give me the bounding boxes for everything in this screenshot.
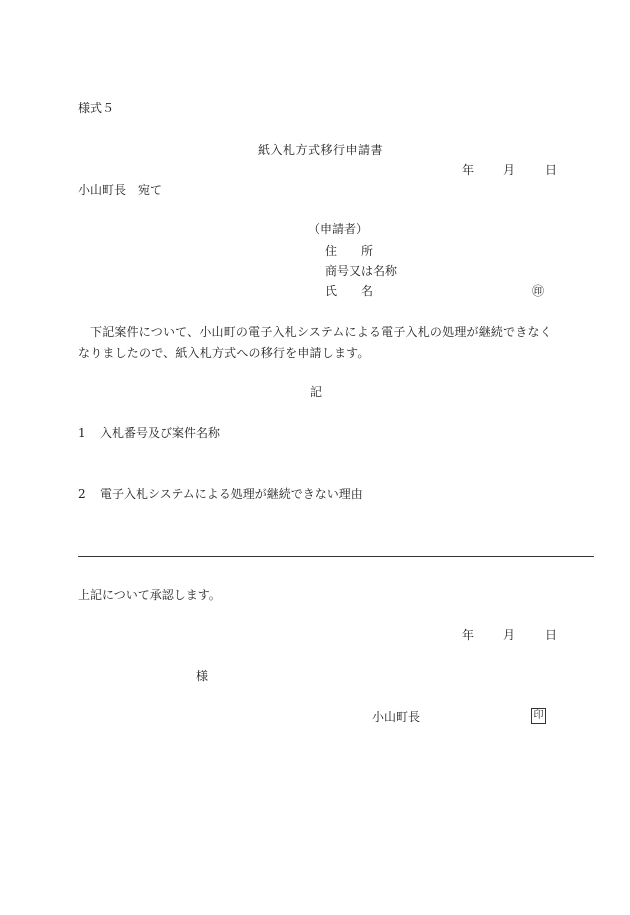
person-name-label: 氏 名 — [325, 284, 374, 298]
item-label: 入札番号及び案件名称 — [100, 426, 221, 440]
address-label: 住 所 — [325, 244, 374, 258]
seal-mark: ㊞ — [532, 284, 545, 298]
year-label: 年 — [462, 163, 475, 177]
day-label: 日 — [545, 163, 558, 177]
addressee: 小山町長 宛て — [78, 183, 163, 197]
company-name-label: 商号又は名称 — [325, 264, 398, 278]
year-label: 年 — [462, 628, 475, 642]
form-number: 様式５ — [78, 101, 115, 115]
ki-heading: 記 — [310, 385, 323, 399]
seal-box: 印 — [531, 708, 546, 724]
day-label: 日 — [545, 628, 558, 642]
month-label: 月 — [503, 163, 516, 177]
approval-text: 上記について承認します。 — [78, 588, 221, 602]
body-paragraph: 下記案件について、小山町の電子入札システムによる電子入札の処理が継続できなくなりましたので、紙入札方式への移行を申請します。 — [78, 325, 552, 360]
item-1 — [78, 426, 220, 440]
recipient-suffix: 様 — [196, 669, 209, 683]
item-label: 電子入札システムによる処理が継続できない理由 — [100, 487, 363, 501]
month-label: 月 — [503, 628, 516, 642]
item-number: 2 — [78, 487, 86, 501]
signer-name: 小山町長 — [372, 710, 421, 724]
section-divider — [78, 556, 594, 557]
item-number: 1 — [78, 426, 86, 440]
item-2 — [78, 487, 363, 501]
document-title: 紙入札方式移行申請書 — [258, 143, 384, 157]
applicant-caption: （申請者） — [308, 222, 369, 236]
